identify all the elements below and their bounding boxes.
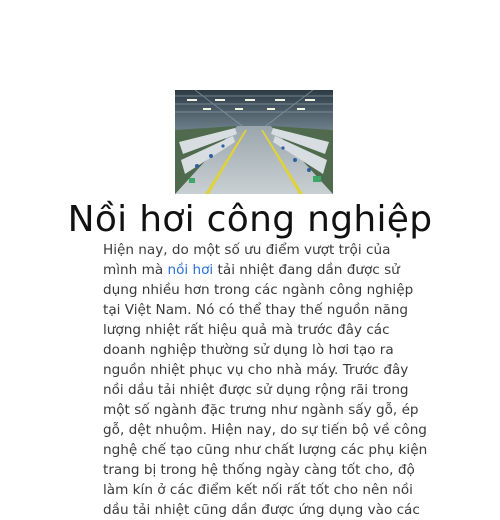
- body-text: tải nhiệt đang dần được sử: [213, 262, 400, 278]
- body-text: mình mà: [103, 262, 168, 278]
- body-line: [103, 260, 400, 280]
- body-line: nguồn nhiệt phục vụ cho nhà máy. Trước đây: [103, 362, 409, 378]
- body-line: dầu tải nhiệt cũng dần được ứng dụng vào các: [103, 502, 420, 518]
- article-body: [103, 240, 428, 518]
- body-line: Hiện nay, do một số ưu điểm vượt trội của: [103, 242, 391, 258]
- body-line: lượng nhiệt rất hiệu quả mà trước đây các: [103, 322, 390, 338]
- body-line: làm kín ở các điểm kết nối rất tốt cho nên nồi: [103, 482, 413, 498]
- body-line: một số ngành đặc trưng như ngành sấy gỗ, ép: [103, 402, 419, 418]
- body-line: nồi dầu tải nhiệt được sử dụng rộng rãi trong: [103, 382, 409, 398]
- body-line: tại Việt Nam. Nó có thể thay thế nguồn năng: [103, 302, 409, 318]
- body-line: doanh nghiệp thường sử dụng lò hơi tạo ra: [103, 342, 394, 358]
- body-line: nghệ chế tạo cũng như chất lượng các phụ kiện: [103, 442, 428, 458]
- body-line: dụng nhiều hơn trong các ngành công nghiệp: [103, 282, 414, 298]
- body-line: gỗ, dệt nhuộm. Hiện nay, do sự tiến bộ về công: [103, 422, 427, 438]
- factory-photo-illustration: [175, 90, 333, 194]
- body-line: trang bị trong hệ thống ngày càng tốt cho, độ: [103, 462, 415, 478]
- factory-photo: [175, 90, 333, 194]
- page-title: Nồi hơi công nghiệp: [67, 199, 433, 240]
- link-noi-hoi[interactable]: nồi hơi: [167, 262, 214, 278]
